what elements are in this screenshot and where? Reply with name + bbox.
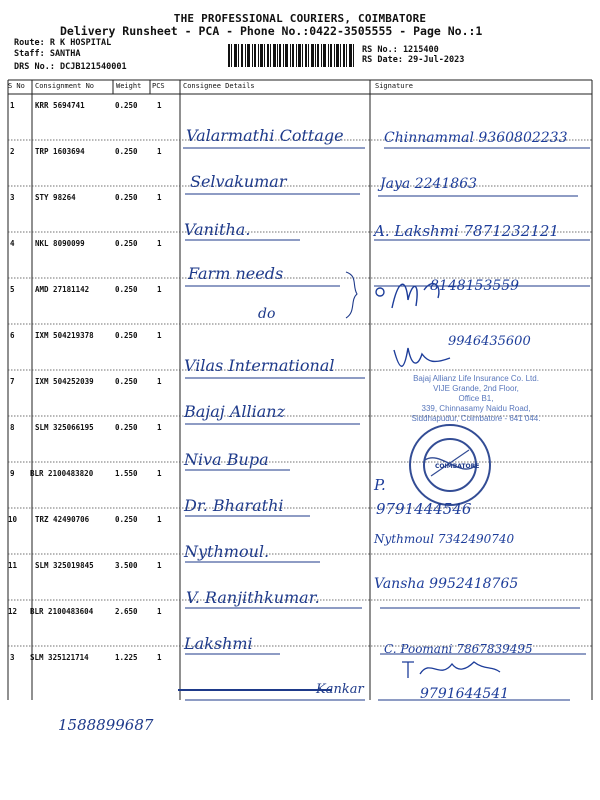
consignee-name: Kankar [316, 682, 364, 697]
row-sno: 3 [10, 193, 15, 202]
rs-date: RS Date: 29-Jul-2023 [362, 55, 465, 65]
row-consignment: SLM 325019845 [35, 561, 94, 570]
company-title: THE PROFESSIONAL COURIERS, COIMBATORE [173, 12, 427, 25]
col-pcs: PCS [152, 82, 165, 90]
signature-text: P. [374, 476, 386, 494]
row-sno: 12 [8, 607, 18, 616]
row-pcs: 1 [157, 331, 162, 340]
signature-text: Nythmoul 7342490740 [374, 532, 515, 546]
signature-text: Vansha 9952418765 [374, 576, 519, 592]
row-weight: 0.250 [115, 147, 138, 156]
staff-label: Staff: SANTHA [14, 49, 81, 59]
row-pcs: 1 [157, 607, 162, 616]
row-consignment: IXM 504252039 [35, 377, 94, 386]
row-consignment: BLR 2100483820 [30, 469, 94, 478]
signature-text: C. Poomani 7867839495 [384, 642, 533, 656]
row-sno: 3 [10, 653, 15, 662]
route-label: Route: R K HOSPITAL [14, 38, 112, 48]
consignee-name: Bajaj Allianz [184, 402, 286, 421]
row-sno: 2 [10, 147, 15, 156]
row-consignment: BLR 2100483604 [30, 607, 94, 616]
row-consignment: TRZ 42490706 [35, 515, 90, 524]
row-consignment: STY 98264 [35, 193, 76, 202]
signature-text: 9791444546 [376, 500, 472, 518]
consignee-name: Vilas International [184, 356, 335, 375]
row-weight: 0.250 [115, 239, 138, 248]
row-pcs: 1 [157, 239, 162, 248]
stamp-line: Office B1, [458, 394, 494, 403]
row-consignment: SLM 325121714 [30, 653, 89, 662]
row-sno: 7 [10, 377, 15, 386]
stamp-line: VIJE Grande, 2nd Floor, [433, 384, 519, 393]
row-sno: 6 [10, 331, 15, 340]
stamp-company: Bajaj Allianz Life Insurance Co. Ltd. [413, 374, 539, 383]
row-sno: 5 [10, 285, 15, 294]
consignee-name: Farm needs [188, 264, 284, 283]
signature-scribble [400, 652, 540, 682]
row-consignment: KRR 5694741 [35, 101, 85, 110]
row-consignment: AMD 27181142 [35, 285, 90, 294]
row-weight: 1.550 [115, 469, 138, 478]
stamp-line: 339, Chinnasamy Naidu Road, [421, 404, 531, 413]
consignee-name: Dr. Bharathi [184, 496, 284, 515]
consignee-name: Vanitha. [184, 220, 251, 239]
row-consignment: IXM 504219378 [35, 331, 94, 340]
row-pcs: 1 [157, 469, 162, 478]
row-weight: 0.250 [115, 331, 138, 340]
col-weight: Weight [116, 82, 142, 90]
row-pcs: 1 [157, 561, 162, 570]
row-weight: 0.250 [115, 515, 138, 524]
consignee-name: Valarmathi Cottage [186, 126, 344, 145]
signature-scribble [390, 344, 460, 374]
row-consignment: NKL 8090099 [35, 239, 85, 248]
consignee-name: Nythmoul. [184, 542, 270, 561]
consignee-name: Lakshmi [184, 634, 253, 653]
row-weight: 1.225 [115, 653, 138, 662]
row-weight: 0.250 [115, 377, 138, 386]
row-pcs: 1 [157, 653, 162, 662]
row-pcs: 1 [157, 101, 162, 110]
rs-number: RS No.: 1215400 [362, 45, 439, 55]
signature-text: 8148153559 [430, 278, 520, 294]
signature-text: Jaya 2241863 [380, 176, 478, 192]
row-weight: 0.250 [115, 193, 138, 202]
row-weight: 0.250 [115, 423, 138, 432]
signature-text: Chinnammal 9360802233 [384, 130, 568, 146]
svg-text:COIMBATORE: COIMBATORE [435, 463, 480, 470]
row-sno: 9 [10, 469, 15, 478]
runsheet-title: Delivery Runsheet - PCA - Phone No.:0422-3505555 - Page No.:1 [60, 24, 483, 38]
col-consignment: Consignment No [35, 82, 95, 90]
row-pcs: 1 [157, 193, 162, 202]
col-sno: S No [8, 82, 25, 90]
row-weight: 2.650 [115, 607, 138, 616]
row-sno: 4 [10, 239, 15, 248]
consignee-name: do [258, 306, 276, 322]
row-pcs: 1 [157, 377, 162, 386]
row-weight: 3.500 [115, 561, 138, 570]
col-signature: Signature [375, 82, 413, 90]
consignee-name: V. Ranjithkumar. [186, 588, 320, 607]
signature-text: 9791644541 [420, 686, 510, 702]
row-sno: 1 [10, 101, 15, 110]
round-seal-stamp [405, 420, 495, 510]
row-consignment: TRP 1603694 [35, 147, 85, 156]
company-address-stamp [376, 374, 576, 424]
stamp-line: Siddhapudur, Coimbatore - 641 044. [411, 414, 541, 423]
consignee-name: Niva Bupa [184, 450, 269, 469]
row-sno: 11 [8, 561, 18, 570]
footer-handwritten-number: 1588899687 [58, 716, 154, 734]
row-weight: 0.250 [115, 101, 138, 110]
row-consignment: SLM 325066195 [35, 423, 94, 432]
consignee-name: Selvakumar [190, 172, 287, 191]
signature-text: A. Lakshmi 7871232121 [374, 222, 559, 240]
row-pcs: 1 [157, 147, 162, 156]
col-consignee: Consignee Details [183, 82, 255, 90]
signature-text: 9946435600 [448, 334, 531, 349]
row-sno: 8 [10, 423, 15, 432]
drs-number: DRS No.: DCJB121540001 [14, 62, 127, 72]
row-weight: 0.250 [115, 285, 138, 294]
row-pcs: 1 [157, 285, 162, 294]
row-sno: 10 [8, 515, 18, 524]
signature-scribble [372, 270, 472, 315]
row-pcs: 1 [157, 423, 162, 432]
row-pcs: 1 [157, 515, 162, 524]
